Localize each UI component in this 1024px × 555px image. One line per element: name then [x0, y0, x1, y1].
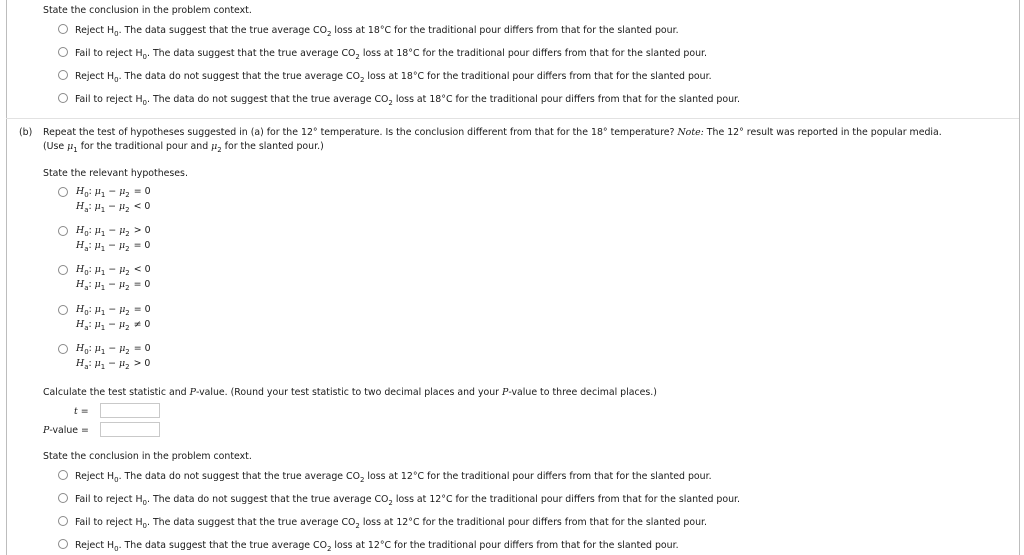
- radio-button[interactable]: [58, 226, 68, 236]
- alternative-hypothesis: $H_a$: $\mu_1 - \mu_2 \ne 0$: [76, 319, 151, 332]
- null-hypothesis: $H_0$: $\mu_1 - \mu_2 = 0$: [76, 343, 151, 356]
- conclusion-option[interactable]: [58, 516, 707, 528]
- option-text: Reject $H_0$. The data suggest that the true average $CO_2$ loss at 18°C for the traditional pour differs from that for the slanted pour.: [75, 25, 679, 38]
- option-text: Reject $H_0$. The data do not suggest that the true average $CO_2$ loss at 12°C for the traditional pour differs from that for the slanted pour.: [75, 471, 712, 484]
- conclusion-option[interactable]: [58, 24, 679, 36]
- option-text: Reject $H_0$. The data do not suggest that the true average $CO_2$ loss at 18°C for the traditional pour differs from that for the slanted pour.: [75, 71, 712, 84]
- radio-button[interactable]: [58, 93, 68, 103]
- conclusion-option[interactable]: [58, 539, 679, 551]
- radio-button[interactable]: [58, 187, 68, 197]
- calc-prompt: Calculate the test statistic and P-value. (Round your test statistic to two decimal places and your P-value to three decimal places.): [43, 387, 657, 398]
- conclusion-option[interactable]: [58, 470, 712, 482]
- t-statistic-input[interactable]: [100, 403, 160, 418]
- hypotheses-prompt: State the relevant hypotheses.: [43, 168, 188, 179]
- conclusion-option[interactable]: [58, 47, 707, 59]
- section-divider: [6, 118, 1019, 119]
- part-b-label: (b): [19, 127, 33, 138]
- left-border: [6, 0, 7, 555]
- radio-button[interactable]: [58, 344, 68, 354]
- radio-button[interactable]: [58, 47, 68, 57]
- part-a-conclusion-prompt: State the conclusion in the problem context.: [43, 5, 252, 16]
- null-hypothesis: $H_0$: $\mu_1 - \mu_2 > 0$: [76, 225, 151, 238]
- null-hypothesis: $H_0$: $\mu_1 - \mu_2 = 0$: [76, 186, 151, 199]
- part-b-question: Repeat the test of hypotheses suggested in (a) for the 12° temperature. Is the conclusion different from that for the 18° temperature? Note: The 12° result was reported in the popular media.: [43, 127, 942, 138]
- option-text: Reject $H_0$. The data suggest that the true average $CO_2$ loss at 12°C for the traditional pour differs from that for the slanted pour.: [75, 540, 679, 553]
- radio-button[interactable]: [58, 305, 68, 315]
- note-label: Note:: [677, 127, 704, 138]
- radio-button[interactable]: [58, 265, 68, 275]
- option-text: Fail to reject $H_0$. The data do not suggest that the true average $CO_2$ loss at 12°C for the traditional pour differs from that for the slanted pour.: [75, 494, 740, 507]
- radio-button[interactable]: [58, 539, 68, 549]
- conclusion-option[interactable]: [58, 493, 740, 505]
- radio-button[interactable]: [58, 24, 68, 34]
- conclusion-option[interactable]: [58, 93, 740, 105]
- null-hypothesis: $H_0$: $\mu_1 - \mu_2 < 0$: [76, 264, 151, 277]
- option-text: Fail to reject $H_0$. The data do not suggest that the true average $CO_2$ loss at 18°C for the traditional pour differs from that for the slanted pour.: [75, 94, 740, 107]
- alternative-hypothesis: $H_a$: $\mu_1 - \mu_2 > 0$: [76, 358, 151, 371]
- option-text: Fail to reject $H_0$. The data suggest that the true average $CO_2$ loss at 12°C for the traditional pour differs from that for the slanted pour.: [75, 517, 707, 530]
- part-b-question-line2: (Use $\mu_1$ for the traditional pour and $\mu_2$ for the slanted pour.): [43, 141, 324, 154]
- p-value-input[interactable]: [100, 422, 160, 437]
- part-b-conclusion-prompt: State the conclusion in the problem context.: [43, 451, 252, 462]
- alternative-hypothesis: $H_a$: $\mu_1 - \mu_2 = 0$: [76, 240, 151, 253]
- radio-button[interactable]: [58, 516, 68, 526]
- radio-button[interactable]: [58, 470, 68, 480]
- conclusion-option[interactable]: [58, 70, 712, 82]
- option-text: Fail to reject $H_0$. The data suggest that the true average $CO_2$ loss at 18°C for the traditional pour differs from that for the slanted pour.: [75, 48, 707, 61]
- t-label: t =: [74, 406, 89, 417]
- right-border: [1019, 0, 1020, 555]
- null-hypothesis: $H_0$: $\mu_1 - \mu_2 = 0$: [76, 304, 151, 317]
- radio-button[interactable]: [58, 70, 68, 80]
- alternative-hypothesis: $H_a$: $\mu_1 - \mu_2 = 0$: [76, 279, 151, 292]
- p-value-label: P-value =: [43, 425, 89, 436]
- alternative-hypothesis: $H_a$: $\mu_1 - \mu_2 < 0$: [76, 201, 151, 214]
- radio-button[interactable]: [58, 493, 68, 503]
